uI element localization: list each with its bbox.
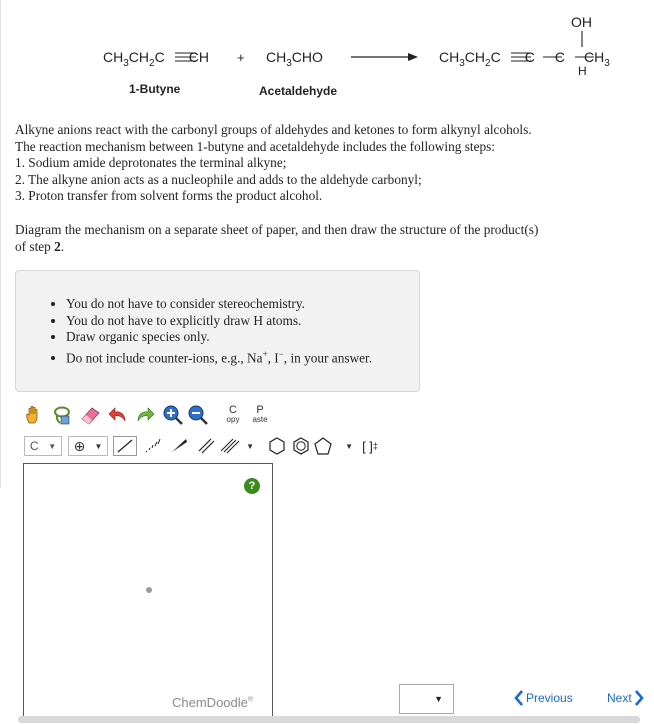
eraser-button[interactable] (78, 404, 102, 426)
step-item: 3. Proton transfer from solvent forms the product alcohol. (15, 188, 323, 203)
redo-button[interactable] (133, 404, 157, 426)
double-bond-button[interactable] (194, 436, 218, 456)
benzene-button[interactable] (290, 436, 312, 456)
reactant1-formula: $CH_3CH_2C$ CH (103, 49, 209, 69)
intro-line: Alkyne anions react with the carbonyl groups of aldehydes and ketones to form alkynyl alcohols. (15, 122, 532, 137)
task-text (15, 222, 645, 255)
element-label: C (29, 439, 39, 453)
brand-mark: ® (247, 696, 254, 704)
next-label: Next (607, 691, 632, 705)
task-line: Diagram the mechanism on a separate sheet of paper, and then draw the structure of the product(s) (15, 222, 539, 237)
wedge-bond-icon (170, 438, 188, 454)
previous-button[interactable] (514, 690, 573, 706)
paste-label-bottom: aste (252, 415, 268, 424)
chevron-right-icon (634, 690, 644, 706)
bracket-label: [ ] (362, 438, 373, 454)
task-prefix: of step (15, 238, 55, 254)
paste-label-top: P (256, 404, 264, 416)
step-item: 1. Sodium amide deprotonates the terminal alkyne; (15, 155, 287, 170)
horizontal-scrollbar[interactable] (18, 716, 640, 723)
wedge-bond-button[interactable] (167, 436, 191, 456)
hint-item: • You do not have to consider stereochemistry. (66, 296, 372, 313)
task-suffix: . (60, 238, 65, 254)
triple-bond-button[interactable] (220, 436, 254, 456)
drawing-canvas[interactable] (23, 463, 273, 722)
charge-plus-icon: ⊕ (73, 437, 86, 454)
benzene-icon (292, 437, 310, 455)
zoom-out-icon (187, 404, 209, 426)
bracket-button[interactable] (357, 436, 383, 456)
cyclohexane-icon (268, 437, 286, 455)
double-bond-icon (197, 438, 215, 454)
hint-item: • Do not include counter-ions, e.g., Na+, I−, in your answer. (66, 346, 372, 367)
single-bond-button[interactable] (113, 436, 137, 456)
zoom-out-button[interactable] (187, 404, 209, 426)
copy-label-bottom: opy (226, 415, 240, 424)
reactant1-name: 1-Butyne (129, 82, 181, 96)
charge-selector[interactable] (68, 436, 108, 456)
zoom-in-icon (162, 404, 184, 426)
zoom-in-button[interactable] (162, 404, 184, 426)
dropdown-arrow-icon: ▼ (345, 441, 353, 451)
reaction-scheme (0, 0, 654, 105)
brand-text: ChemDoodle (172, 695, 248, 710)
paste-button[interactable] (248, 403, 272, 427)
hydrogen-label: H (578, 64, 587, 78)
dropdown-arrow-icon: ▼ (434, 694, 443, 704)
product-formula: $CH_3CH_2C$ C C $CH_3$ (439, 49, 610, 69)
copy-label-top: C (229, 404, 237, 416)
ring-selector[interactable] (313, 436, 353, 456)
intro-text (15, 122, 645, 205)
intro-line: The reaction mechanism between 1-butyne and acetaldehyde includes the following steps: (15, 138, 495, 154)
next-button[interactable] (607, 690, 644, 706)
help-button[interactable] (244, 478, 260, 494)
reactant2-name: Acetaldehyde (259, 84, 338, 98)
plus-sign: + (237, 50, 245, 65)
undo-button[interactable] (106, 404, 130, 426)
copy-button[interactable] (222, 403, 244, 427)
hand-pan-button[interactable] (23, 404, 45, 426)
reaction-arrow (351, 53, 418, 61)
cyclohexane-button[interactable] (266, 436, 288, 456)
single-bond-icon (116, 438, 134, 454)
lasso-button[interactable] (50, 404, 74, 426)
hint-item: • Draw organic species only. (66, 329, 372, 346)
help-icon: ? (248, 480, 256, 492)
triple-bond-icon (220, 438, 240, 454)
undo-icon (107, 405, 129, 425)
task-step-number: 2 (54, 238, 61, 254)
chemdoodle-brand (172, 695, 253, 710)
task-line (15, 239, 645, 256)
hint-box (15, 270, 420, 392)
dropdown-arrow-icon: ▼ (94, 441, 103, 451)
reactant2-formula: $CH_3CHO$ (266, 49, 323, 69)
hashed-bond-button[interactable] (140, 436, 164, 456)
eraser-icon (79, 405, 101, 425)
redo-icon (134, 405, 156, 425)
hashed-bond-icon (143, 438, 161, 454)
hydroxyl-label: OH (571, 14, 592, 30)
chevron-left-icon (514, 690, 524, 706)
element-selector[interactable] (24, 436, 62, 456)
dropdown-arrow-icon: ▼ (48, 441, 57, 451)
answer-dropdown[interactable] (399, 684, 454, 714)
bracket-superscript: ‡ (372, 441, 378, 451)
cyclopentane-icon (313, 437, 333, 455)
dropdown-arrow-icon: ▼ (246, 441, 254, 451)
step-item: 2. The alkyne anion acts as a nucleophile and adds to the aldehyde carbonyl; (15, 171, 422, 187)
previous-label: Previous (526, 691, 573, 705)
hand-icon (24, 405, 44, 425)
canvas-dot (146, 587, 152, 593)
lasso-icon (51, 404, 73, 426)
hint-item: • You do not have to explicitly draw H atoms. (66, 313, 372, 330)
